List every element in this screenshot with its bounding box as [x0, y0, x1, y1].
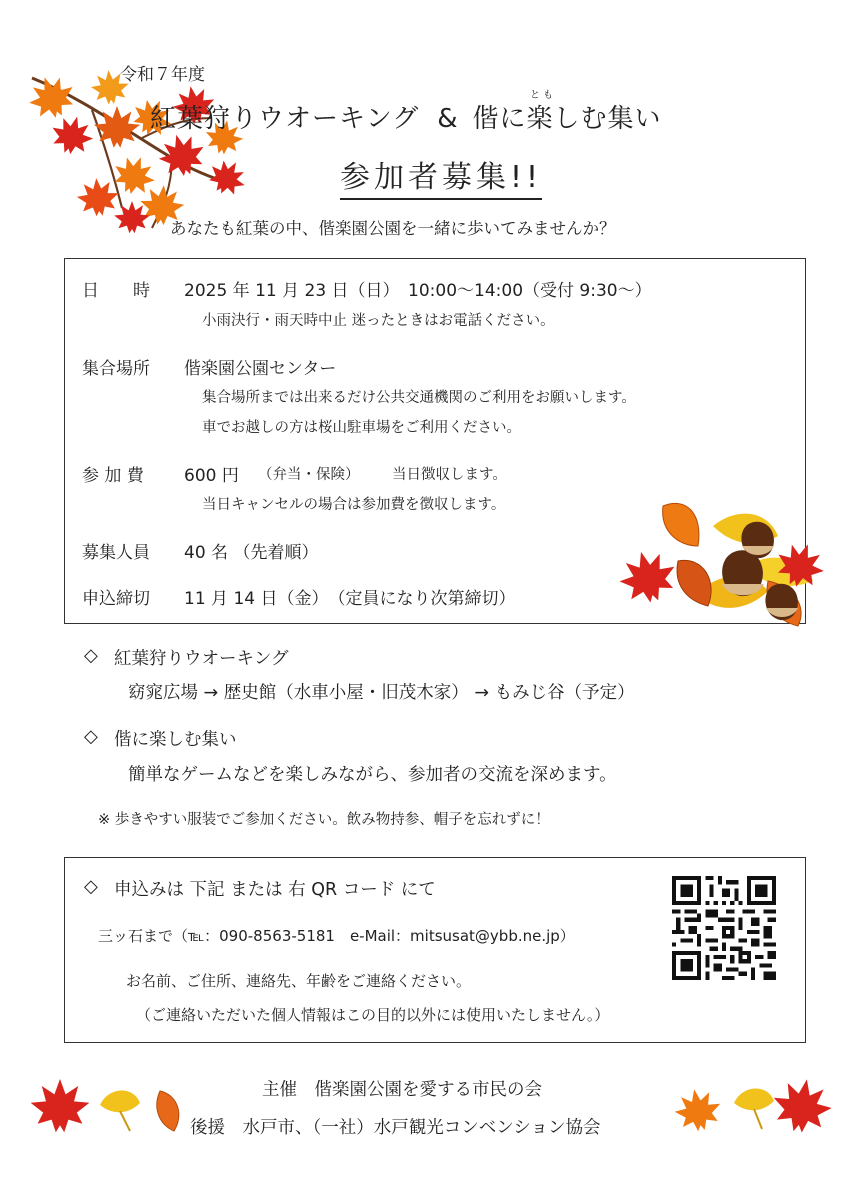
contact-details: ：090-8563-5181 e-Mail：mitsusat@ybb.ne.jp） — [204, 927, 575, 945]
date-note: 小雨決行・雨天時中止 迷ったときはお電話ください。 — [202, 313, 555, 329]
fee-collect: 当日徴収します。 — [392, 467, 507, 483]
gathering-description: 簡単なゲームなどを楽しみながら、参加者の交流を深めます。 — [128, 765, 617, 785]
gathering-title: 偕に楽しむ集い — [114, 730, 237, 750]
application-instruction: お名前、ご住所、連絡先、年齢をご連絡ください。 — [126, 972, 472, 990]
place-label: 集合場所 — [82, 359, 150, 379]
deadline-value: 11 月 14 日（金） （定員になり次第締切） — [184, 589, 516, 609]
lead-text: あなたも紅葉の中、偕楽園公園を一緒に歩いてみませんか？ — [170, 219, 616, 238]
title-ampersand: & — [437, 104, 459, 134]
fee-value: 600 円 — [184, 466, 239, 486]
clothing-note: ※ 歩きやすい服装でご参加ください。飲み物持参、帽子を忘れずに！ — [98, 812, 550, 828]
maple-branch-illustration — [22, 58, 252, 238]
supporter: 後援 水戸市、（一社）水戸観光コンベンション協会 — [190, 1118, 601, 1138]
capacity-label: 募集人員 — [82, 543, 150, 563]
autumn-leaves-illustration — [618, 486, 826, 636]
diamond-icon: ◇ — [84, 876, 98, 897]
fee-label: 参 加 費 — [82, 466, 144, 486]
maple-leaf-icon — [31, 1079, 90, 1132]
event-title — [150, 98, 662, 135]
privacy-note: （ご連絡いただいた個人情報はこの目的以外には使用いたしません。） — [136, 1006, 610, 1024]
organizer: 主催 偕楽園公園を愛する市民の会 — [262, 1080, 542, 1100]
title-gathering: 偕に楽しむ集い — [472, 104, 662, 134]
deadline-label: 申込締切 — [82, 589, 150, 609]
fiscal-year: 令和７年度 — [120, 65, 205, 85]
diamond-icon: ◇ — [84, 726, 98, 747]
walking-route: 窈窕広場 → 歴史館（水車小屋・旧茂木家） → もみじ谷（予定） — [128, 683, 635, 703]
title-ruby: とも — [530, 90, 556, 101]
title-walking: 紅葉狩りウオーキング — [150, 104, 420, 134]
place-value: 偕楽園公園センター — [184, 359, 337, 379]
date-value: 2025 年 11 月 23 日（日） 10:00～14:00（受付 9:30～） — [184, 281, 652, 301]
tel-icon: ℡ — [188, 927, 205, 945]
fee-detail: （弁当・保険） — [258, 467, 360, 483]
place-note-1: 集合場所までは出来るだけ公共交通機関のご利用をお願いします。 — [202, 390, 636, 406]
footer-leaves-left — [28, 1075, 188, 1139]
date-label: 日 時 — [82, 281, 150, 301]
place-note-2: 車でお越しの方は桜山駐車場をご利用ください。 — [202, 420, 521, 436]
footer-leaves-right — [672, 1075, 832, 1139]
qr-code-icon[interactable] — [672, 876, 776, 980]
capacity-value: 40 名 （先着順） — [184, 543, 319, 563]
diamond-icon: ◇ — [84, 645, 98, 666]
contact-line — [98, 925, 575, 946]
contact-prefix: 三ッ石まで（ — [98, 927, 189, 945]
application-heading: 申込みは 下記 または 右 QR コード にて — [114, 880, 436, 900]
fee-note: 当日キャンセルの場合は参加費を徴収します。 — [202, 497, 506, 513]
walking-title: 紅葉狩りウオーキング — [114, 649, 289, 669]
ginkgo-leaf-icon — [100, 1090, 140, 1131]
recruit-heading: 参加者募集!! — [340, 152, 542, 200]
